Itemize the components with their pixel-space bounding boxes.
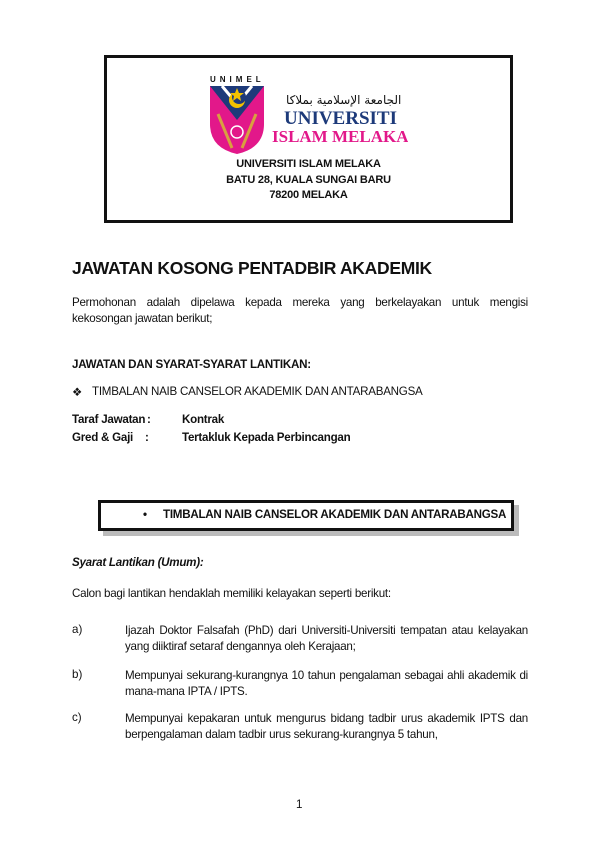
address-line: UNIVERSITI ISLAM MELAKA xyxy=(236,158,381,170)
address-line: BATU 28, KUALA SUNGAI BARU xyxy=(226,174,391,186)
bullet-icon: • xyxy=(143,508,147,521)
logo-arabic: الجامعة الإسلامية بملاكا xyxy=(286,93,402,107)
requirement-text: Ijazah Doktor Falsafah (PhD) dari Universiti-Universiti tempatan atau kelayakan yang diiktiraf setaraf dengannya oleh Kerajaan; xyxy=(125,624,528,653)
page-number: 1 xyxy=(296,798,303,811)
svg-text:UNIVERSITI: UNIVERSITI xyxy=(284,108,397,129)
diamond-bullet-icon: ❖ xyxy=(72,386,83,399)
requirement-letter: b) xyxy=(72,668,83,681)
requirement-letter: c) xyxy=(72,711,82,724)
address-line: 78200 MELAKA xyxy=(269,189,348,201)
detail-label: Gred & Gaji xyxy=(72,431,134,444)
svg-text:UNIMEL: UNIMEL xyxy=(210,75,265,84)
detail-sep: : xyxy=(147,413,151,426)
requirement-text: Mempunyai sekurang-kurangnya 10 tahun pengalaman sebagai ahli akademik di mana-mana IPTA / IPTS. xyxy=(125,669,528,698)
intro-paragraph: Permohonan adalah dipelawa kepada mereka yang berkelayakan untuk mengisi kekosongan jawatan berikut; xyxy=(72,296,528,325)
requirements-heading: Syarat Lantikan (Umum): xyxy=(72,556,204,569)
detail-value: Kontrak xyxy=(182,413,225,426)
detail-value: Tertakluk Kepada Perbincangan xyxy=(182,431,351,444)
svg-text:ISLAM MELAKA: ISLAM MELAKA xyxy=(272,127,408,146)
position-box xyxy=(98,500,514,531)
requirement-letter: a) xyxy=(72,623,83,636)
detail-sep: : xyxy=(145,431,149,444)
page-title: JAWATAN KOSONG PENTADBIR AKADEMIK xyxy=(72,258,432,278)
position-item: TIMBALAN NAIB CANSELOR AKADEMIK DAN ANTARABANGSA xyxy=(92,385,423,398)
section-heading: JAWATAN DAN SYARAT-SYARAT LANTIKAN: xyxy=(72,358,311,371)
university-logo xyxy=(208,74,408,154)
position-box-text: TIMBALAN NAIB CANSELOR AKADEMIK DAN ANTARABANGSA xyxy=(163,508,507,521)
detail-label: Taraf Jawatan xyxy=(72,413,146,426)
requirement-text: Mempunyai kepakaran untuk mengurus bidang tadbir urus akademik IPTS dan berpengalaman dalam tadbir urus sekurang-kurangnya 5 tahun, xyxy=(125,712,528,741)
requirements-intro: Calon bagi lantikan hendaklah memiliki kelayakan seperti berikut: xyxy=(72,587,391,600)
